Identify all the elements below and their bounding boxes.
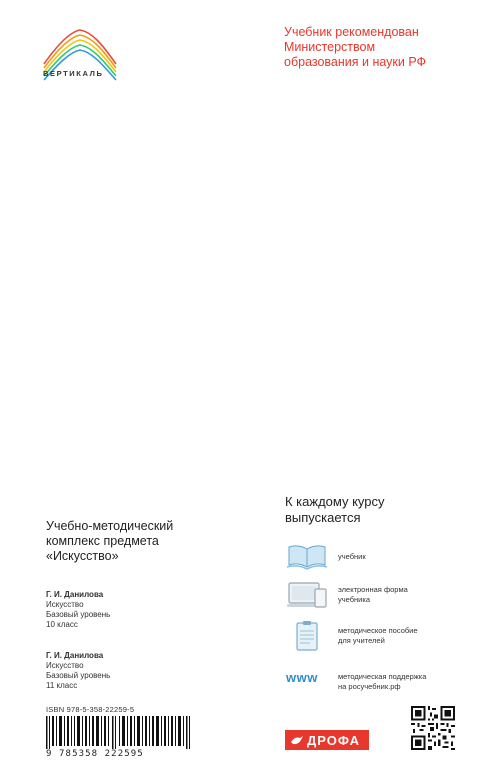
qr-code-icon xyxy=(411,706,455,750)
recommendation-line: Министерством xyxy=(284,40,376,54)
book-level: Базовый уровень xyxy=(46,610,111,619)
book-level: Базовый уровень xyxy=(46,671,111,680)
product-item-online-support xyxy=(286,666,486,700)
umk-line: «Искусство» xyxy=(46,549,119,563)
logo-text: ВЕРТИКАЛЬ xyxy=(43,69,104,78)
recommendation-line: образования и науки РФ xyxy=(284,55,427,69)
book-title: Искусство xyxy=(46,600,84,609)
book-entry xyxy=(46,651,110,691)
each-course-line: выпускается xyxy=(285,510,361,525)
item-label: учебника xyxy=(338,595,370,604)
publisher-logo xyxy=(285,730,369,750)
recommendation-text xyxy=(284,25,426,70)
book-author: Г. И. Данилова xyxy=(46,651,104,660)
recommendation-line: Учебник рекомендован xyxy=(284,25,419,39)
each-course-line: К каждому курсу xyxy=(285,494,385,509)
umk-line: Учебно-методический xyxy=(46,519,174,533)
bird-icon xyxy=(290,733,304,747)
www-icon: www xyxy=(286,670,318,685)
devices-icon xyxy=(286,579,328,611)
item-label: для учителей xyxy=(338,636,385,645)
product-item-textbook xyxy=(286,541,486,575)
item-label: учебник xyxy=(338,552,366,561)
product-item-e-textbook xyxy=(286,579,486,613)
book-title: Искусство xyxy=(46,661,84,670)
barcode-digits: 9 785358 222595 xyxy=(46,749,144,759)
product-item-teacher-guide xyxy=(286,620,486,654)
umk-line: комплекс предмета xyxy=(46,534,159,548)
item-label: электронная форма xyxy=(338,585,408,594)
item-label: методическая поддержка xyxy=(338,672,427,681)
book-author: Г. И. Данилова xyxy=(46,590,104,599)
isbn: ISBN 978-5-358-22259-5 xyxy=(46,705,135,714)
clipboard-icon xyxy=(286,620,328,652)
each-course-heading xyxy=(285,494,385,526)
umk-heading xyxy=(46,519,173,564)
book-grade: 10 класс xyxy=(46,620,78,629)
book-entry xyxy=(46,590,110,630)
barcode-icon xyxy=(46,716,196,749)
item-label: на росучебник.рф xyxy=(338,682,401,691)
item-label: методическое пособие xyxy=(338,626,418,635)
book-grade: 11 класс xyxy=(46,681,78,690)
book-icon xyxy=(286,541,328,573)
publisher-name: ДРОФА xyxy=(307,733,361,748)
